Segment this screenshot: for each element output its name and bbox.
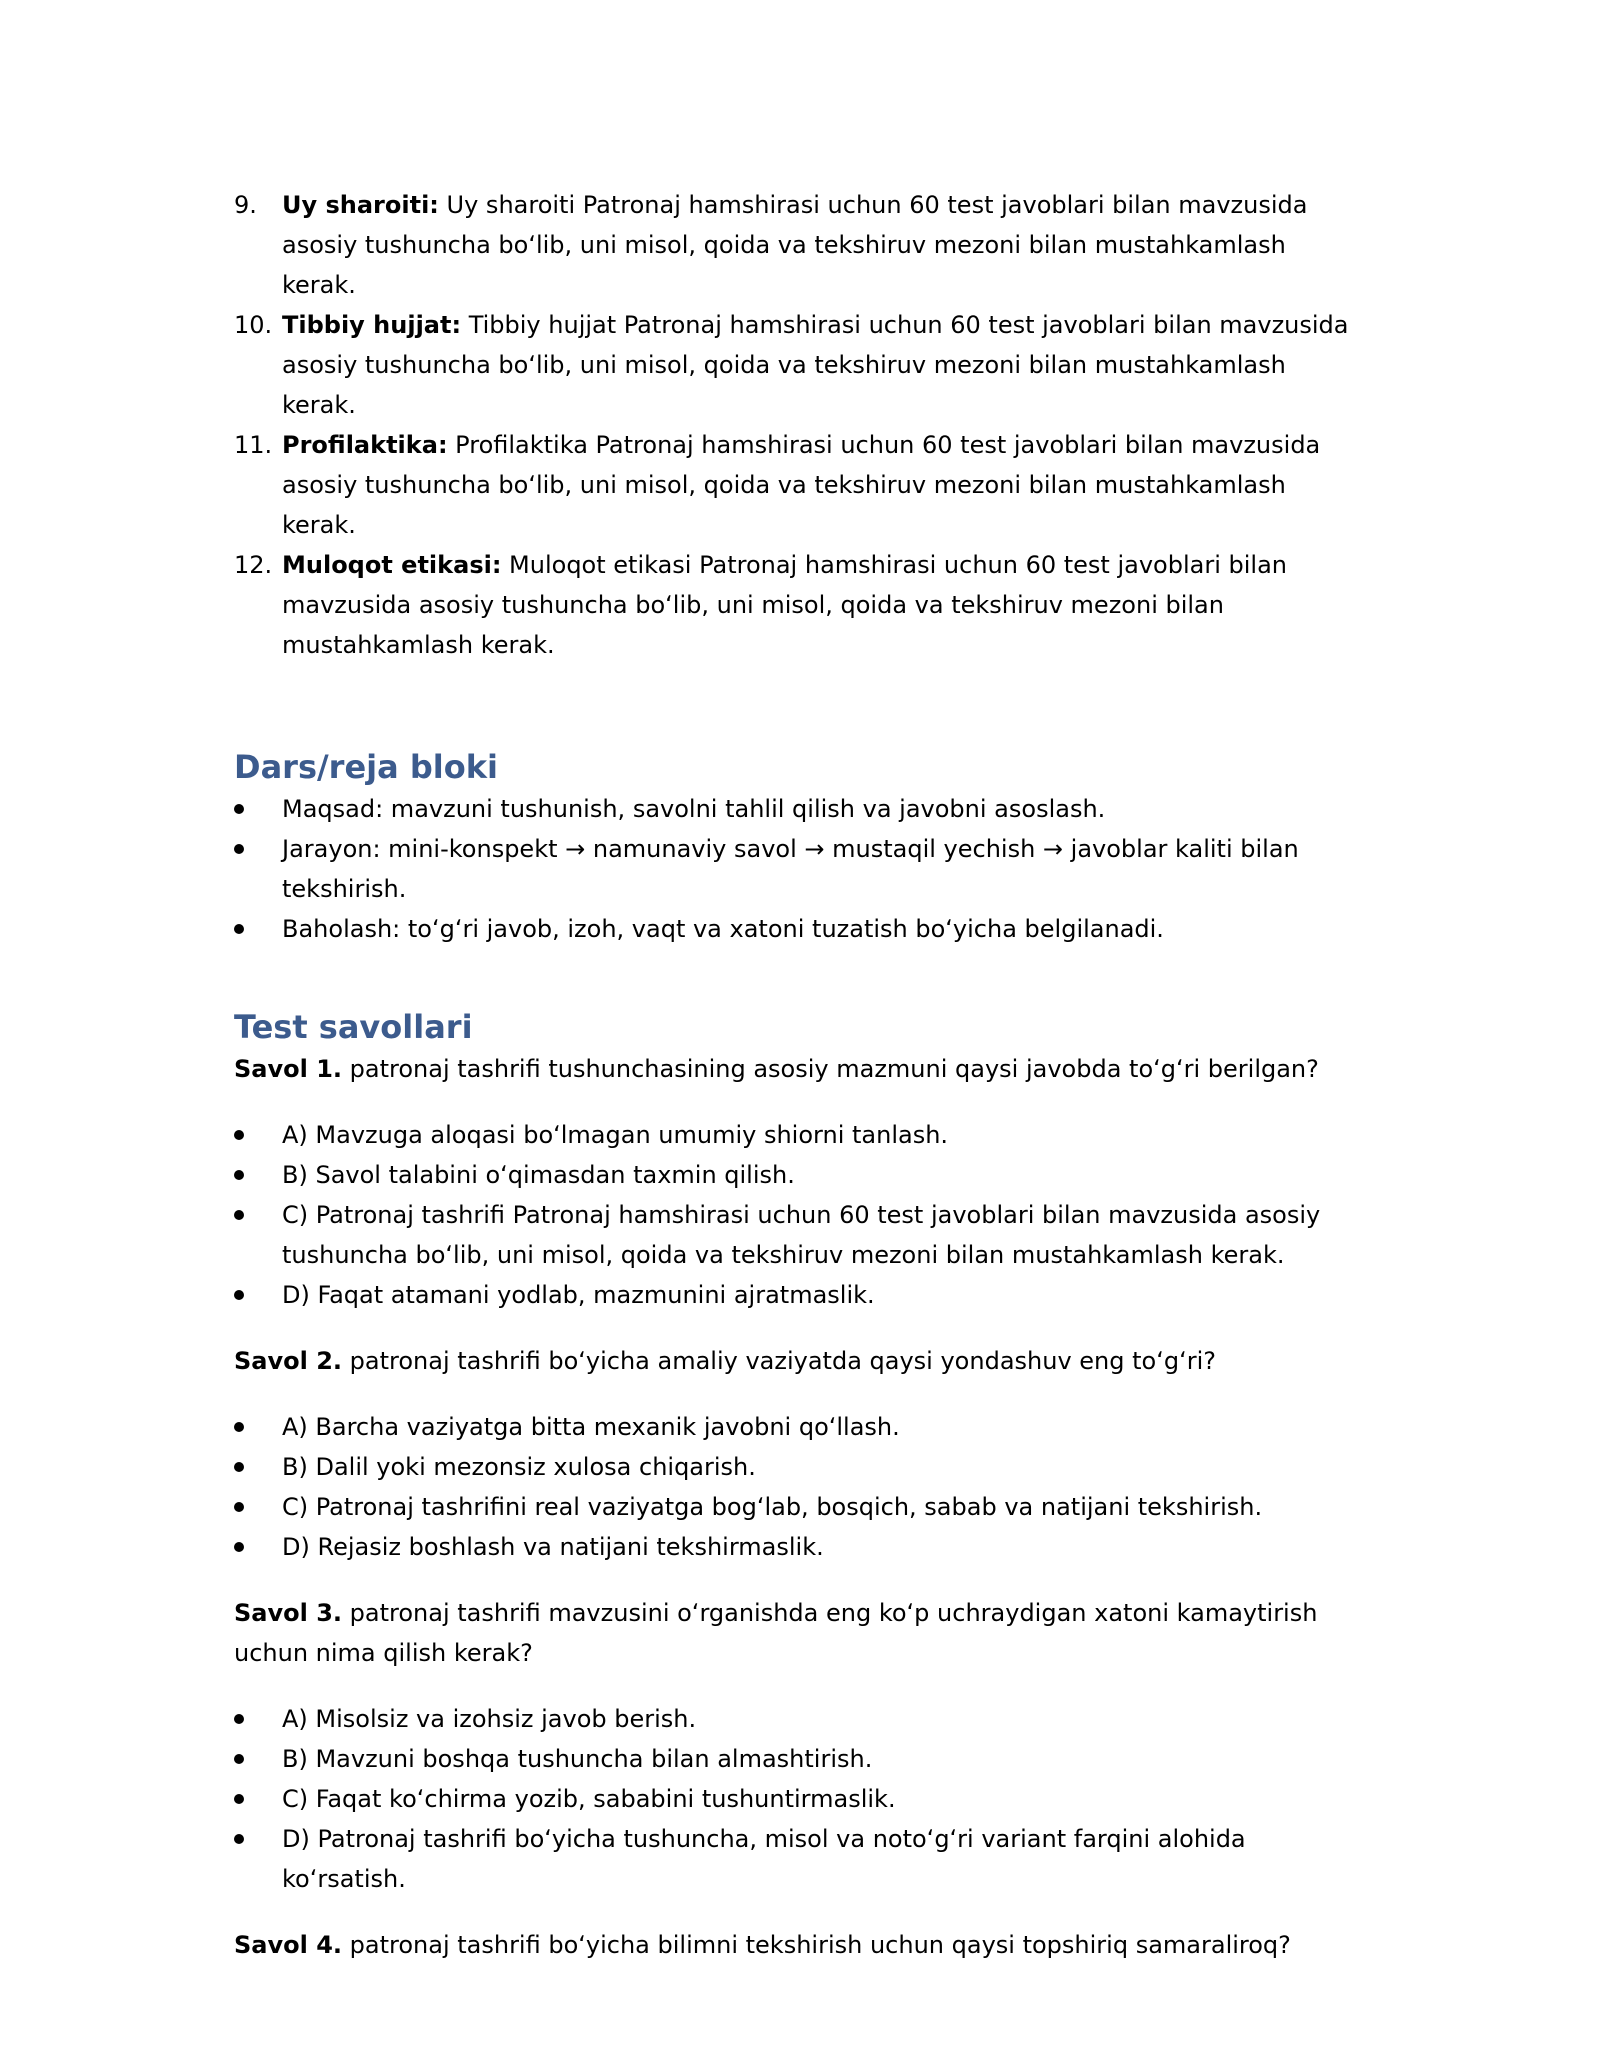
bullet-text: Baholash: toʻgʻri javob, izoh, vaqt va xatoni tuzatish boʻyicha belgilanadi. [282,915,1164,943]
bullet-text: Maqsad: mavzuni tushunish, savolni tahlil qilish va javobni asoslash. [282,795,1106,823]
option-item [234,1699,1350,1739]
dars-list [234,789,1350,949]
bullet-icon [234,1130,244,1140]
numbered-item [234,185,1350,305]
spacer [234,1673,1350,1699]
option-text: B) Mavzuni boshqa tushuncha bilan almashtirish. [282,1745,873,1773]
item-number: 10. [234,311,273,339]
option-item [234,1527,1350,1567]
option-item [234,1407,1350,1447]
option-item [234,1115,1350,1155]
question-label: Savol 1. [234,1055,343,1083]
question-text: patronaj tashrifi tushunchasining asosiy mazmuni qaysi javobda toʻgʻri berilgan? [342,1055,1319,1083]
item-text: Tibbiy hujjat Patronaj hamshirasi uchun 60 test javoblari bilan mavzusida asosiy tushuncha boʻlib, uni misol, qoida va tekshiruv mezoni bilan mustahkamlash kerak. [282,311,1349,419]
numbered-list [234,185,1350,665]
question-1-options [234,1115,1350,1315]
item-number: 11. [234,431,273,459]
question-2 [234,1341,1350,1381]
option-text: C) Patronaj tashrifini real vaziyatga bogʻlab, bosqich, sabab va natijani tekshirish. [282,1493,1263,1521]
bullet-icon [234,1210,244,1220]
bullet-icon [234,1834,244,1844]
item-text: Profilaktika Patronaj hamshirasi uchun 60 test javoblari bilan mavzusida asosiy tushuncha boʻlib, uni misol, qoida va tekshiruv mezoni bilan mustahkamlash kerak. [282,431,1321,539]
option-item [234,1739,1350,1779]
bullet-icon [234,1542,244,1552]
bullet-icon [234,1794,244,1804]
option-text: A) Mavzuga aloqasi boʻlmagan umumiy shiorni tanlash. [282,1121,949,1149]
bullet-icon [234,1290,244,1300]
bullet-icon [234,1714,244,1724]
section-heading-test: Test savollari [234,1008,473,1046]
question-label: Savol 2. [234,1347,343,1375]
bullet-icon [234,804,244,814]
bullet-item [234,829,1350,909]
option-item [234,1275,1350,1315]
spacer [234,1315,1350,1341]
option-item [234,1819,1350,1899]
item-term: Profilaktika: [282,431,448,459]
item-text: Uy sharoiti Patronaj hamshirasi uchun 60 test javoblari bilan mavzusida asosiy tushuncha boʻlib, uni misol, qoida va tekshiruv mezoni bilan mustahkamlash kerak. [282,191,1308,299]
question-1 [234,1049,1350,1089]
option-text: D) Patronaj tashrifi boʻyicha tushuncha, misol va notoʻgʻri variant farqini alohida koʻrsatish. [282,1825,1246,1893]
option-item [234,1779,1350,1819]
item-term: Muloqot etikasi: [282,551,502,579]
bullet-text: Jarayon: mini-konspekt → namunaviy savol → mustaqil yechish → javoblar kaliti bilan tekshirish. [282,835,1299,903]
spacer [234,1381,1350,1407]
spacer [234,1567,1350,1593]
question-text: patronaj tashrifi boʻyicha bilimni tekshirish uchun qaysi topshiriq samaraliroq? [342,1931,1291,1959]
item-number: 9. [234,191,257,219]
item-text: Muloqot etikasi Patronaj hamshirasi uchun 60 test javoblari bilan mavzusida asosiy tushuncha boʻlib, uni misol, qoida va tekshiruv mezoni bilan mustahkamlash kerak. [282,551,1287,659]
bullet-icon [234,844,244,854]
bullet-icon [234,1462,244,1472]
question-label: Savol 3. [234,1599,343,1627]
option-text: A) Barcha vaziyatga bitta mexanik javobni qoʻllash. [282,1413,900,1441]
question-3 [234,1593,1350,1673]
question-4 [234,1925,1350,1965]
option-text: C) Faqat koʻchirma yozib, sababini tushuntirmaslik. [282,1785,896,1813]
option-item [234,1195,1350,1275]
option-text: B) Savol talabini oʻqimasdan taxmin qilish. [282,1161,795,1189]
option-text: C) Patronaj tashrifi Patronaj hamshirasi uchun 60 test javoblari bilan mavzusida asosiy tushuncha boʻlib, uni misol, qoida va tekshiruv mezoni bilan mustahkamlash kerak. [282,1201,1321,1269]
numbered-item [234,545,1350,665]
option-item [234,1487,1350,1527]
option-text: B) Dalil yoki mezonsiz xulosa chiqarish. [282,1453,756,1481]
question-3-options [234,1699,1350,1899]
item-number: 12. [234,551,273,579]
bullet-icon [234,924,244,934]
question-text: patronaj tashrifi mavzusini oʻrganishda eng koʻp uchraydigan xatoni kamaytirish uchun nima qilish kerak? [234,1599,1318,1667]
bullet-item [234,789,1350,829]
numbered-item [234,305,1350,425]
option-item [234,1155,1350,1195]
bullet-icon [234,1754,244,1764]
numbered-item [234,425,1350,545]
item-term: Tibbiy hujjat: [282,311,462,339]
bullet-icon [234,1502,244,1512]
option-item [234,1447,1350,1487]
section-heading-dars: Dars/reja bloki [234,748,498,786]
option-text: D) Faqat atamani yodlab, mazmunini ajratmaslik. [282,1281,875,1309]
option-text: A) Misolsiz va izohsiz javob berish. [282,1705,697,1733]
spacer [234,1899,1350,1925]
option-text: D) Rejasiz boshlash va natijani tekshirmaslik. [282,1533,824,1561]
bullet-icon [234,1422,244,1432]
question-text: patronaj tashrifi boʻyicha amaliy vaziyatda qaysi yondashuv eng toʻgʻri? [342,1347,1216,1375]
question-2-options [234,1407,1350,1567]
bullet-item [234,909,1350,949]
question-label: Savol 4. [234,1931,343,1959]
spacer [234,1089,1350,1115]
bullet-icon [234,1170,244,1180]
item-term: Uy sharoiti: [282,191,439,219]
